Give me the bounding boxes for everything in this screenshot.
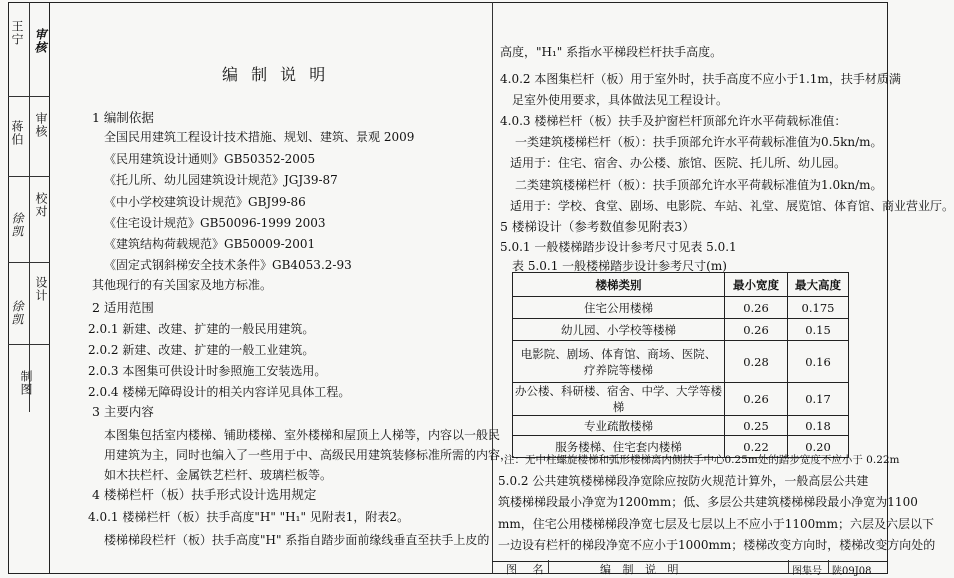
basis-line: 《住宅设计规范》GB50096-1999 2003 (104, 216, 326, 230)
content-line: 用建筑为主，同时也编入了一些用于中、高级民用建筑装修标准所需的内容， (104, 448, 513, 462)
table-note: 注：无中柱螺旋楼梯和弧形楼梯离内侧扶手中心0.25m处的踏步宽度不应小于 0.22m (504, 454, 900, 466)
handrail-line: 楼梯梯段栏杆（板）扶手高度"H" 系指自踏步面前缘线垂直至扶手上皮的 (104, 533, 490, 547)
table-header: 楼梯类别 (513, 273, 725, 297)
strip-label-name: 王宁 (10, 20, 24, 46)
table-header-row (513, 273, 849, 297)
table-cell: 0.26 (725, 383, 788, 416)
table-row (513, 416, 849, 436)
scope-item: 2.0.2 新建、改建、扩建的一般工业建筑。 (88, 343, 315, 357)
table-row (513, 383, 849, 416)
strip-label-design: 设计 (34, 276, 48, 302)
table-header: 最大高度 (788, 273, 849, 297)
scope-item: 2.0.4 楼梯无障碍设计的相关内容详见具体工程。 (88, 385, 351, 399)
right-line: 一类建筑楼梯栏杆（板）：扶手顶部允许水平荷载标准值为0.5kn/m。 (515, 135, 883, 149)
table-cell: 0.15 (788, 319, 849, 341)
right-line: 一边设有栏杆的梯段净宽不应小于1000mm；楼梯改变方向时，楼梯改变方向处的 (498, 538, 936, 552)
table-cell: 幼儿园、小学校等楼梯 (513, 319, 725, 341)
basis-line: 《中小学校建筑设计规范》GBJ99-86 (104, 195, 306, 209)
table-cell-line: 疗养院等楼梯 (584, 362, 653, 377)
strip-label-draw: 制图 (19, 370, 33, 396)
strip-signature: 徐凯 (10, 300, 24, 326)
strip-label-check: 校对 (34, 192, 48, 218)
table-cell: 0.17 (788, 383, 849, 416)
page-title: 编 制 说 明 (222, 65, 330, 84)
table-row (513, 319, 849, 341)
table-cell: 专业疏散楼梯 (513, 416, 725, 436)
basis-line: 《固定式钢斜梯安全技术条件》GB4053.2-93 (104, 258, 352, 272)
right-line: 高度，"H₁" 系指水平梯段栏杆扶手高度。 (500, 45, 723, 59)
table-row (513, 297, 849, 319)
basis-line: 《民用建筑设计通则》GB50352-2005 (104, 152, 316, 166)
atlas-label: 图集号 (792, 566, 822, 577)
handrail-line: 4.0.1 楼梯栏杆（板）扶手高度"H" "H₁" 见附表1，附表2。 (88, 510, 410, 524)
table-cell-line: 电影院、剧场、体育馆、商场、医院、 (520, 346, 717, 361)
table-cell: 0.16 (788, 341, 849, 383)
strip-label-reviewer: 蒋伯 (10, 120, 24, 146)
table-row (513, 341, 849, 383)
table-cell: 0.175 (788, 297, 849, 319)
table-cell: 0.22 (725, 436, 788, 458)
title-block-name: 编 制 说 明 (600, 563, 683, 576)
step-size-table (512, 272, 849, 458)
table-cell: 0.26 (725, 319, 788, 341)
strip-signature: 徐凯 (10, 212, 24, 238)
table-cell (513, 341, 725, 383)
table-header: 最小宽度 (725, 273, 788, 297)
strip-label-review: 审核 (34, 112, 48, 138)
strip-signature: 审核 (33, 28, 47, 54)
title-block-label: 图 名 (506, 563, 550, 576)
table-cell: 服务楼梯、住宅套内楼梯 (513, 436, 725, 458)
scope-item: 2.0.1 新建、改建、扩建的一般民用建筑。 (88, 322, 315, 336)
right-line: 适用于：学校、食堂、剧场、电影院、车站、礼堂、展览馆、体育馆、商业营业厅。 (510, 199, 954, 213)
table-cell: 办公楼、科研楼、宿舍、中学、大学等楼梯 (513, 383, 725, 416)
content-line: 如木扶栏杆、金属铁艺栏杆、玻璃栏板等。 (104, 468, 333, 482)
section-heading-stair-design: 5 楼梯设计（参考数值参见附表3） (500, 219, 695, 234)
basis-line: 《建筑结构荷载规范》GB50009-2001 (104, 237, 316, 251)
table-caption: 表 5.0.1 一般楼梯踏步设计参考尺寸(m) (512, 259, 727, 273)
content-line: 本图集包括室内楼梯、铺助楼梯、室外楼梯和屋顶上人梯等，内容以一般民 (104, 428, 501, 442)
strip-divider (29, 2, 30, 412)
table-cell: 住宅公用楼梯 (513, 297, 725, 319)
atlas-number: 陕09J08 (832, 566, 872, 577)
right-line: 适用于：住宅、宿舍、办公楼、旅馆、医院、托儿所、幼儿园。 (510, 156, 847, 170)
table-cell: 0.18 (788, 416, 849, 436)
right-line: 5.0.1 一般楼梯踏步设计参考尺寸见表 5.0.1 (500, 240, 737, 254)
section-heading-basis: 1 编制依据 (92, 110, 154, 125)
column-divider (492, 2, 493, 574)
right-line: 二类建筑楼梯栏杆（板）：扶手顶部允许水平荷载标准值为1.0kn/m。 (515, 178, 883, 192)
basis-line: 《托儿所、幼儿园建筑设计规范》JGJ39-87 (104, 173, 338, 187)
right-line: mm，住宅公用楼梯梯段净宽七层及七层以上不应小于1100mm；六层及六层以下 (498, 517, 935, 531)
title-block-divider (788, 560, 789, 574)
right-line: 筑楼梯梯段最小净宽为1200mm；低、多层公共建筑楼梯梯段最小净宽为1100 (498, 495, 918, 509)
table-cell: 0.25 (725, 416, 788, 436)
section-heading-content: 3 主要内容 (92, 404, 154, 419)
table-cell: 0.26 (725, 297, 788, 319)
right-line: 足室外使用要求，具体做法见工程设计。 (512, 93, 729, 107)
scope-item: 2.0.3 本图集可供设计时参照施工安装选用。 (88, 364, 327, 378)
right-line: 4.0.3 楼梯栏杆（板）扶手及护窗栏杆顶部允许水平荷载标准值： (500, 114, 847, 128)
basis-line: 其他现行的有关国家及地方标准。 (92, 278, 273, 292)
basis-line: 全国民用建筑工程设计技术措施、规划、建筑、景观 2009 (104, 130, 415, 144)
right-line: 5.0.2 公共建筑楼梯梯段净宽除应按防火规范计算外，一般高层公共建 (498, 474, 869, 488)
title-block-divider (828, 560, 829, 574)
table-cell: 0.20 (788, 436, 849, 458)
right-line: 4.0.2 本图集栏杆（板）用于室外时，扶手高度不应小于1.1m，扶手材质满 (500, 72, 901, 86)
section-heading-scope: 2 适用范围 (92, 300, 154, 315)
table-cell: 0.28 (725, 341, 788, 383)
section-heading-handrail: 4 楼梯栏杆（板）扶手形式设计选用规定 (92, 487, 317, 502)
